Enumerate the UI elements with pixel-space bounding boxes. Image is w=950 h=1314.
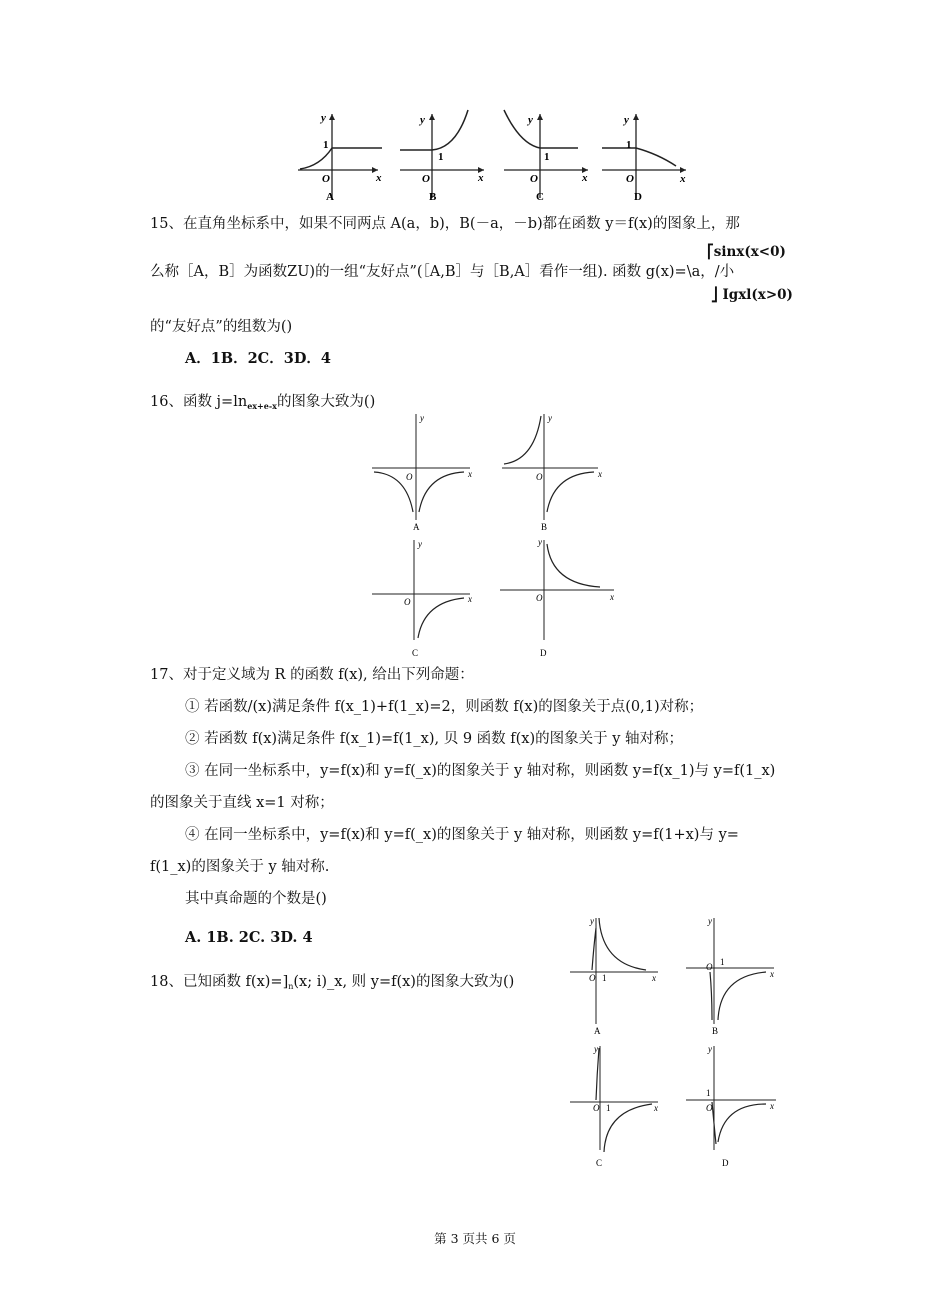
q17-proposition-4b: f(1_x)的图象关于 y 轴对称. [150, 859, 330, 875]
q18-graph-d [686, 1044, 776, 1168]
q16-b-y-label: y [548, 413, 552, 423]
q18-c-one: 1 [606, 1103, 611, 1113]
q16-stem [150, 392, 375, 416]
q18-figure-grid [566, 914, 806, 1176]
q17-stem: 17、对于定义域为 R 的函数 f(x), 给出下列命题： [150, 667, 474, 683]
q16-graph-d [500, 537, 614, 658]
q14-c-caption: C [536, 191, 544, 203]
q18-graph-a [570, 916, 658, 1036]
q16-c-origin: O [404, 597, 411, 607]
q18-d-origin: O [706, 1103, 713, 1113]
q18-d-one: 1 [706, 1088, 711, 1098]
q18-c-caption: C [596, 1158, 603, 1168]
q15-brace-bottom: ⎦ Igxl(x>0) [711, 287, 793, 303]
q14-c-one: 1 [544, 151, 550, 163]
q14-c-y-label: y [528, 114, 533, 126]
q16-b-origin: O [536, 472, 543, 482]
q15-options: A．1B．2C．3D．4 [185, 350, 331, 367]
q18-a-origin: O [589, 973, 596, 983]
q18-b-x-label: x [770, 969, 774, 979]
q14-c-x-label: x [582, 172, 588, 184]
q16-c-y-label: y [418, 539, 422, 549]
q14-a-origin: O [322, 173, 330, 185]
q18-stem-mid: (x; i)_x, 则 y=f(x)的图象大致为() [293, 974, 515, 990]
q14-figure-row [296, 108, 696, 212]
q15-brace-top: ⎡sinx(x<0) [707, 244, 786, 260]
q16-graph-b [502, 413, 602, 532]
q14-d-one: 1 [626, 139, 632, 151]
q17-proposition-1: ① 若函数/(x)满足条件 f(x_1)+f(1_x)=2，则函数 f(x)的图象关于点(0,1)对称； [185, 699, 704, 715]
q16-a-origin: O [406, 472, 413, 482]
q16-c-caption: C [412, 648, 419, 658]
q16-d-origin: O [536, 593, 543, 603]
q16-d-x-label: x [610, 592, 614, 602]
q16-graph-a [372, 413, 472, 532]
q14-a-x-label: x [376, 172, 382, 184]
q18-graph-b [686, 916, 774, 1036]
q15-line-1: 15、在直角坐标系中，如果不同两点 A(a，b)，B(－a，－b)都在函数 y＝f(x)的图象上，那 [150, 216, 740, 232]
q14-b-one: 1 [438, 151, 444, 163]
q18-d-x-label: x [770, 1101, 774, 1111]
q18-stem-head: 18、已知函数 f(x)=] [150, 974, 289, 990]
q17-proposition-2: ② 若函数 f(x)满足条件 f(x_1)=f(1_x), 贝 9 函数 f(x)的图象关于 y 轴对称； [185, 731, 684, 747]
q16-d-caption: D [540, 648, 547, 658]
q16-a-caption: A [413, 522, 420, 532]
q18-a-one: 1 [602, 973, 607, 983]
q18-b-caption: B [712, 1026, 719, 1036]
q15-line-2: 么称［A，B］为函数ZU)的一组“友好点”(［A,B］与［B,A］看作一组). 函数 g(x)=\a，/小 [150, 264, 735, 280]
q14-b-y-label: y [420, 114, 425, 126]
q16-b-caption: B [541, 522, 548, 532]
q16-figure-grid [368, 412, 628, 666]
q18-c-origin: O [593, 1103, 600, 1113]
q14-d-y-label: y [624, 114, 629, 126]
q18-stem-sub: n [288, 982, 294, 991]
q18-c-x-label: x [654, 1103, 658, 1113]
q18-a-caption: A [594, 1026, 601, 1036]
q18-b-origin: O [706, 962, 713, 972]
q17-question: 其中真命题的个数是() [185, 891, 327, 907]
q14-graph-c [504, 110, 588, 203]
q14-a-one: 1 [323, 139, 329, 151]
q14-graph-a [298, 112, 382, 203]
q16-stem-sub: ex+e-x [247, 401, 277, 411]
page-footer: 第 3 页共 6 页 [434, 1231, 516, 1246]
q18-graph-c [570, 1044, 658, 1168]
q14-graph-d [602, 114, 686, 203]
q16-stem-head: 16、函数 j=ln [150, 394, 248, 410]
q16-a-y-label: y [420, 413, 424, 423]
q18-a-y-label: y [590, 916, 594, 926]
q16-graph-c [372, 539, 472, 658]
q16-a-x-label: x [468, 469, 472, 479]
q17-proposition-3a: ③ 在同一坐标系中，y=f(x)和 y=f(_x)的图象关于 y 轴对称，则函数 y=f(x_1)与 y=f(1_x) [185, 763, 776, 779]
q18-c-y-label: y [594, 1044, 598, 1054]
q14-d-origin: O [626, 173, 634, 185]
q17-proposition-3b: 的图象关于直线 x=1 对称； [150, 795, 334, 811]
q18-stem [150, 972, 514, 997]
q18-b-one: 1 [720, 957, 725, 967]
q17-options: A. 1B. 2C. 3D. 4 [185, 929, 313, 946]
q14-graph-b [400, 110, 484, 203]
q14-a-caption: A [326, 191, 334, 203]
q18-d-y-label: y [708, 1044, 712, 1054]
q17-proposition-4a: ④ 在同一坐标系中，y=f(x)和 y=f(_x)的图象关于 y 轴对称，则函数 y=f(1+x)与 y= [185, 827, 739, 843]
q14-a-y-label: y [321, 112, 326, 124]
q14-b-caption: B [429, 191, 437, 203]
q16-stem-tail: 的图象大致为() [276, 394, 376, 410]
q18-b-y-label: y [708, 916, 712, 926]
q18-a-x-label: x [652, 973, 656, 983]
q16-d-y-label: y [538, 537, 542, 547]
q14-c-origin: O [530, 173, 538, 185]
q16-c-x-label: x [468, 594, 472, 604]
q14-d-x-label: x [680, 173, 686, 185]
q16-b-x-label: x [598, 469, 602, 479]
q14-b-origin: O [422, 173, 430, 185]
q14-b-x-label: x [478, 172, 484, 184]
q14-d-caption: D [634, 191, 642, 203]
q18-d-caption: D [722, 1158, 729, 1168]
q15-line-3: 的“友好点”的组数为() [150, 319, 293, 335]
